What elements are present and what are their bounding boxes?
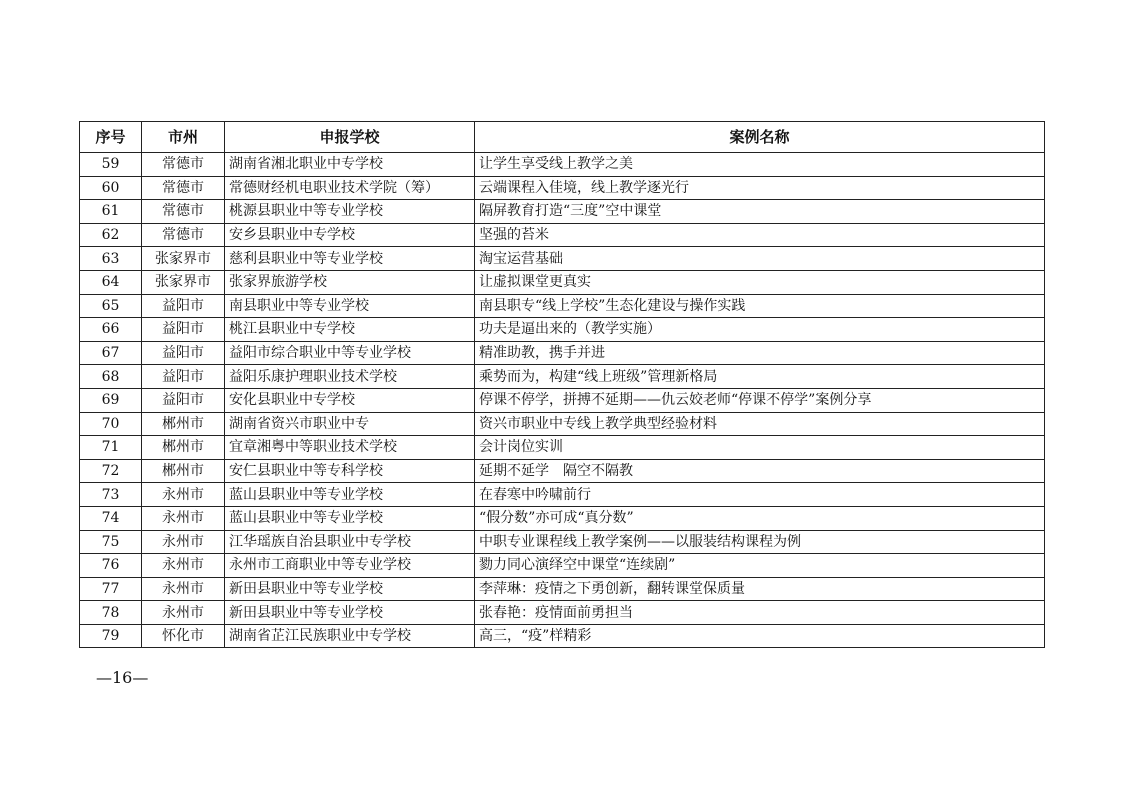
serial-number-cell: 60 xyxy=(80,176,142,200)
city-cell: 张家界市 xyxy=(142,270,225,294)
school-cell: 江华瑶族自治县职业中专学校 xyxy=(225,530,475,554)
school-cell: 湖南省资兴市职业中专 xyxy=(225,412,475,436)
city-cell: 郴州市 xyxy=(142,412,225,436)
table-row xyxy=(80,459,1045,483)
case-name-cell: 会计岗位实训 xyxy=(475,436,1045,460)
serial-number-cell: 78 xyxy=(80,601,142,625)
school-cell: 南县职业中等专业学校 xyxy=(225,294,475,318)
case-list-table xyxy=(79,121,1045,648)
table-row xyxy=(80,200,1045,224)
serial-number-cell: 65 xyxy=(80,294,142,318)
school-cell: 新田县职业中等专业学校 xyxy=(225,577,475,601)
case-name-cell: 功夫是逼出来的（教学实施） xyxy=(475,318,1045,342)
case-name-cell: 坚强的苔米 xyxy=(475,223,1045,247)
table-row xyxy=(80,483,1045,507)
table-row xyxy=(80,624,1045,648)
table-body xyxy=(80,153,1045,648)
table-row xyxy=(80,388,1045,412)
city-cell: 张家界市 xyxy=(142,247,225,271)
table-header-row xyxy=(80,122,1045,153)
school-cell: 桃源县职业中等专业学校 xyxy=(225,200,475,224)
page-number: —16— xyxy=(96,668,149,687)
school-cell: 慈利县职业中等专业学校 xyxy=(225,247,475,271)
case-name-cell: 勠力同心演绎空中课堂“连续剧” xyxy=(475,554,1045,578)
serial-number-cell: 79 xyxy=(80,624,142,648)
table-row xyxy=(80,436,1045,460)
serial-number-cell: 67 xyxy=(80,341,142,365)
table-row xyxy=(80,294,1045,318)
table-row xyxy=(80,601,1045,625)
school-cell: 湖南省湘北职业中专学校 xyxy=(225,153,475,177)
serial-number-cell: 74 xyxy=(80,506,142,530)
table-row xyxy=(80,577,1045,601)
city-cell: 怀化市 xyxy=(142,624,225,648)
case-name-cell: 让学生享受线上教学之美 xyxy=(475,153,1045,177)
table-row xyxy=(80,176,1045,200)
serial-number-cell: 75 xyxy=(80,530,142,554)
school-cell: 益阳市综合职业中等专业学校 xyxy=(225,341,475,365)
table-row xyxy=(80,530,1045,554)
table-row xyxy=(80,223,1045,247)
serial-number-cell: 64 xyxy=(80,270,142,294)
school-cell: 安化县职业中专学校 xyxy=(225,388,475,412)
table-row xyxy=(80,365,1045,389)
school-cell: 益阳乐康护理职业技术学校 xyxy=(225,365,475,389)
school-cell: 蓝山县职业中等专业学校 xyxy=(225,506,475,530)
case-name-cell: 中职专业课程线上教学案例——以服装结构课程为例 xyxy=(475,530,1045,554)
school-cell: 湖南省芷江民族职业中专学校 xyxy=(225,624,475,648)
case-name-cell: 让虚拟课堂更真实 xyxy=(475,270,1045,294)
city-cell: 永州市 xyxy=(142,506,225,530)
case-name-cell: 隔屏教育打造“三度”空中课堂 xyxy=(475,200,1045,224)
city-cell: 常德市 xyxy=(142,200,225,224)
serial-number-cell: 77 xyxy=(80,577,142,601)
table-row xyxy=(80,506,1045,530)
header-city: 市州 xyxy=(142,122,225,153)
city-cell: 益阳市 xyxy=(142,365,225,389)
city-cell: 常德市 xyxy=(142,223,225,247)
case-name-cell: 在春寒中吟啸前行 xyxy=(475,483,1045,507)
serial-number-cell: 70 xyxy=(80,412,142,436)
city-cell: 郴州市 xyxy=(142,436,225,460)
city-cell: 永州市 xyxy=(142,483,225,507)
case-name-cell: 精准助教，携手并进 xyxy=(475,341,1045,365)
serial-number-cell: 69 xyxy=(80,388,142,412)
case-name-cell: 乘势而为，构建“线上班级”管理新格局 xyxy=(475,365,1045,389)
city-cell: 常德市 xyxy=(142,153,225,177)
school-cell: 安乡县职业中专学校 xyxy=(225,223,475,247)
serial-number-cell: 68 xyxy=(80,365,142,389)
case-name-cell: 延期不延学 隔空不隔教 xyxy=(475,459,1045,483)
serial-number-cell: 71 xyxy=(80,436,142,460)
header-serial-number: 序号 xyxy=(80,122,142,153)
school-cell: 宜章湘粤中等职业技术学校 xyxy=(225,436,475,460)
table-row xyxy=(80,153,1045,177)
case-name-cell: “假分数”亦可成“真分数” xyxy=(475,506,1045,530)
city-cell: 益阳市 xyxy=(142,341,225,365)
school-cell: 永州市工商职业中等专业学校 xyxy=(225,554,475,578)
case-name-cell: 南县职专“线上学校”生态化建设与操作实践 xyxy=(475,294,1045,318)
school-cell: 桃江县职业中专学校 xyxy=(225,318,475,342)
case-name-cell: 停课不停学，拼搏不延期——仇云姣老师“停课不停学”案例分享 xyxy=(475,388,1045,412)
case-name-cell: 淘宝运营基础 xyxy=(475,247,1045,271)
city-cell: 永州市 xyxy=(142,530,225,554)
serial-number-cell: 62 xyxy=(80,223,142,247)
case-name-cell: 高三，“疫”样精彩 xyxy=(475,624,1045,648)
city-cell: 常德市 xyxy=(142,176,225,200)
city-cell: 益阳市 xyxy=(142,318,225,342)
serial-number-cell: 66 xyxy=(80,318,142,342)
school-cell: 安仁县职业中等专科学校 xyxy=(225,459,475,483)
city-cell: 益阳市 xyxy=(142,388,225,412)
table-row xyxy=(80,554,1045,578)
case-name-cell: 张春艳：疫情面前勇担当 xyxy=(475,601,1045,625)
serial-number-cell: 72 xyxy=(80,459,142,483)
table-row xyxy=(80,412,1045,436)
table-row xyxy=(80,341,1045,365)
table-row xyxy=(80,247,1045,271)
table-row xyxy=(80,270,1045,294)
school-cell: 张家界旅游学校 xyxy=(225,270,475,294)
header-case-name: 案例名称 xyxy=(475,122,1045,153)
case-name-cell: 资兴市职业中专线上教学典型经验材料 xyxy=(475,412,1045,436)
case-name-cell: 李萍琳：疫情之下勇创新，翻转课堂保质量 xyxy=(475,577,1045,601)
school-cell: 蓝山县职业中等专业学校 xyxy=(225,483,475,507)
table-row xyxy=(80,318,1045,342)
serial-number-cell: 63 xyxy=(80,247,142,271)
city-cell: 永州市 xyxy=(142,601,225,625)
school-cell: 新田县职业中等专业学校 xyxy=(225,601,475,625)
serial-number-cell: 59 xyxy=(80,153,142,177)
city-cell: 永州市 xyxy=(142,577,225,601)
city-cell: 益阳市 xyxy=(142,294,225,318)
serial-number-cell: 73 xyxy=(80,483,142,507)
serial-number-cell: 61 xyxy=(80,200,142,224)
serial-number-cell: 76 xyxy=(80,554,142,578)
case-name-cell: 云端课程入佳境，线上教学逐光行 xyxy=(475,176,1045,200)
city-cell: 永州市 xyxy=(142,554,225,578)
header-applicant-school: 申报学校 xyxy=(225,122,475,153)
school-cell: 常德财经机电职业技术学院（筹） xyxy=(225,176,475,200)
city-cell: 郴州市 xyxy=(142,459,225,483)
